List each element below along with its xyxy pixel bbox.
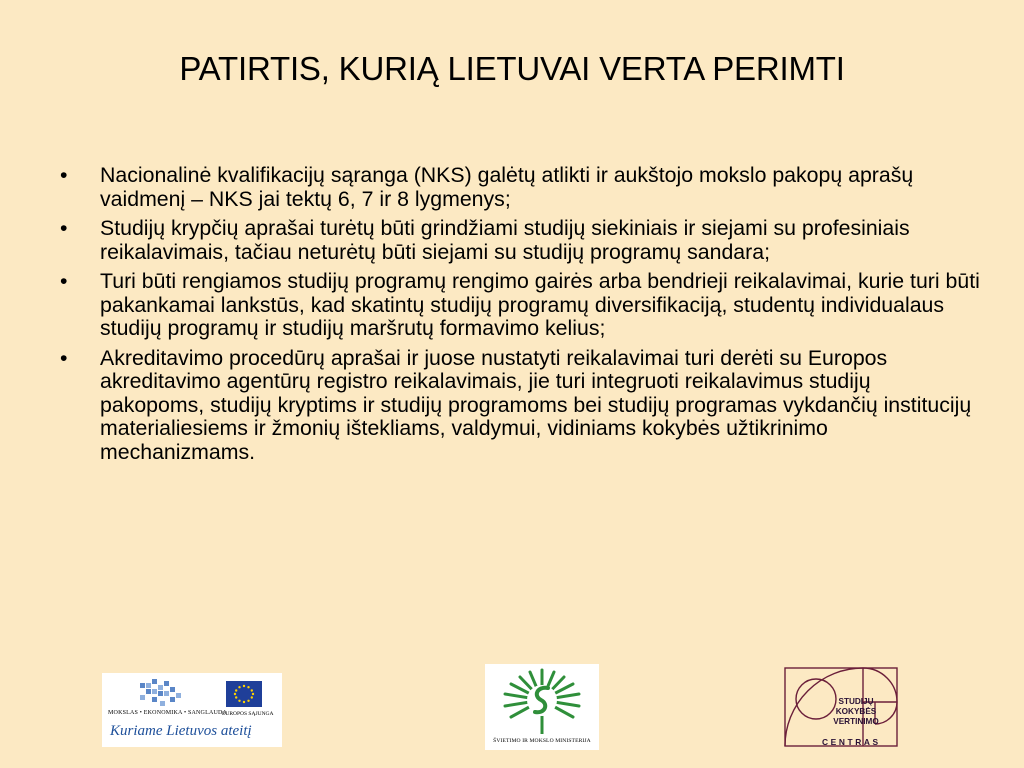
skvc-name-line: STUDIJŲ xyxy=(838,697,874,706)
bullet-text: Akreditavimo procedūrų aprašai ir juose nustatyti reikalavimai turi derėti su Europos akreditavimo agentūrų registro reikalavimais, jie turi integruoti reikalavimus studijų pakopoms, studijų kryptims ir studijų programoms bei studijų programas vykdančių institucijų materialiesiems ir žmonių ištekliams, valdymui, vidiniams kokybės užtikrinimo mechanizmams. xyxy=(100,345,972,464)
page-title: PATIRTIS, KURIĄ LIETUVAI VERTA PERIMTI xyxy=(179,50,845,87)
ministry-caption: ŠVIETIMO IR MOKSLO MINISTERIJA xyxy=(493,738,591,744)
bullet-text: Turi būti rengiamos studijų programų rengimo gairės arba bendrieji reikalavimai, kurie turi būti pakankamai lankstūs, kad skatintų studijų programų diversifikaciją, studentų individualaus studijų programų ir studijų maršrutų formavimo kelius; xyxy=(100,269,980,340)
bullet-item xyxy=(60,217,980,264)
bullet-marker: • xyxy=(60,216,68,240)
bullet-text: Nacionalinė kvalifikacijų sąranga (NKS) galėtų atlikti ir aukštojo mokslo pakopų aprašų vaidmenį – NKS jai tektų 6, 7 ir 8 lygmenys; xyxy=(100,163,914,211)
skvc-centras: CENTRAS xyxy=(822,737,881,747)
logo-tagline: Kuriame Lietuvos ateitį xyxy=(110,723,252,739)
bullet-item xyxy=(60,164,980,211)
bullet-item xyxy=(60,270,980,341)
eu-flag-icon xyxy=(226,681,262,707)
bullet-marker: • xyxy=(60,163,68,187)
bullet-list xyxy=(60,164,980,470)
bullet-marker: • xyxy=(60,269,68,293)
mosaic-icon xyxy=(130,677,200,713)
org-caption: MOKSLAS • EKONOMIKA • SANGLAUDA xyxy=(108,710,228,716)
ministry-logo xyxy=(485,664,599,750)
eu-funds-logo xyxy=(102,673,282,747)
bullet-text: Studijų krypčių aprašai turėtų būti grindžiami studijų siekiniais ir siejami su profesiniais reikalavimais, tačiau neturėtų būti siejami su studijų programų sandara; xyxy=(100,216,910,264)
skvc-name-line: KOKYBĖS xyxy=(835,707,877,716)
bullet-marker: • xyxy=(60,345,68,370)
ministry-emblem-icon xyxy=(485,664,599,738)
skvc-logo xyxy=(782,665,900,751)
bullet-item xyxy=(60,347,980,465)
skvc-name xyxy=(824,697,888,727)
skvc-name-line: VERTINIMO xyxy=(833,717,879,726)
eu-caption: EUROPOS SĄJUNGA xyxy=(222,711,274,717)
